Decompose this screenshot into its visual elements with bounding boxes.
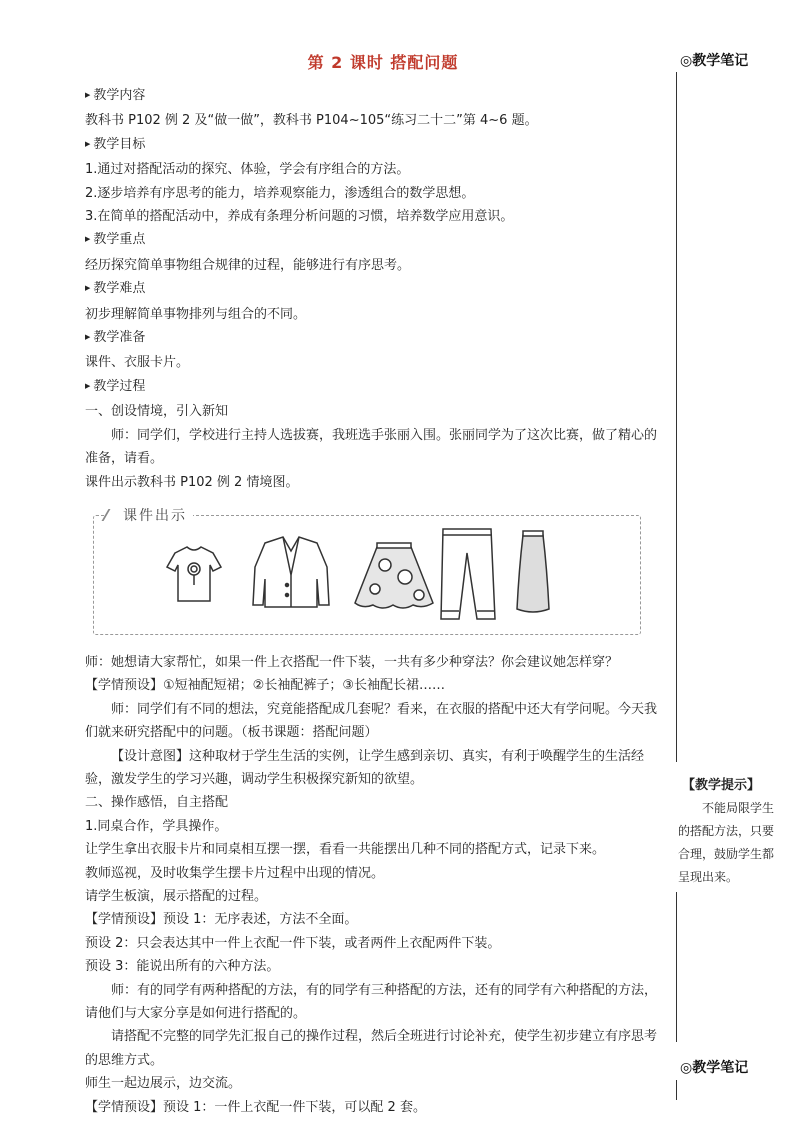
paragraph: 师：有的同学有两种搭配的方法，有的同学有三种搭配的方法，还有的同学有六种搭配的方法，请他们与大家分享是如何进行搭配的。 xyxy=(85,982,658,1021)
goal-item: 3.在简单的搭配活动中，养成有条理分析问题的习惯，培养数学应用意识。 xyxy=(85,209,514,225)
paragraph: 课件出示教科书 P102 例 2 情境图。 xyxy=(85,474,299,490)
notes-divider-top xyxy=(676,72,677,762)
preset-text: 预设 1：无序表述，方法不全面。 xyxy=(163,912,358,928)
paragraph xyxy=(85,1096,667,1119)
preset-text: 预设 1：一件上衣配一件下装，可以配 2 套。 xyxy=(163,1099,426,1115)
preset-tag: 【学情预设】 xyxy=(85,678,164,694)
paragraph: 请搭配不完整的同学先汇报自己的操作过程，然后全班进行讨论补充，使学生初步建立有序思考的思维方式。 xyxy=(85,1029,658,1068)
paragraph: 师生一起边展示，边交流。 xyxy=(85,1076,242,1092)
clothes-illustration xyxy=(93,519,639,637)
preset-tag: 【学情预设】 xyxy=(85,912,164,928)
paragraph: 预设 2：只会表达其中一件上衣配一件下装，或者两件上衣配两件下装。 xyxy=(85,935,501,951)
notes-divider-bottom xyxy=(676,1080,677,1100)
section-heading: ▶ 教学目标 xyxy=(85,133,667,158)
section-heading: ▶ 教学难点 xyxy=(85,277,667,302)
paragraph: 1.同桌合作，学具操作。 xyxy=(85,818,228,834)
jacket-icon xyxy=(253,537,329,607)
paragraph: 师：同学们，学校进行主持人选拔赛，我班选手张丽入围。张丽同学为了这次比赛，做了精心的准备，请看。 xyxy=(85,427,658,467)
paragraph: 师：她想请大家帮忙，如果一件上衣搭配一件下装，一共有多少种穿法？你会建议她怎样穿？ xyxy=(85,654,619,670)
paragraph: 师：同学们有不同的想法，究竟能搭配成几套呢？看来，在衣服的搭配中还大有学问呢。今天我们就来研究搭配中的问题。（板书课题：搭配问题） xyxy=(85,701,658,741)
tip-body: 不能局限学生的搭配方法，只要合理，鼓励学生都呈现出来。 xyxy=(678,801,775,884)
paragraph xyxy=(85,745,667,792)
section-heading: ▶ 教学内容 xyxy=(85,84,667,109)
preset-tag: 【学情预设】 xyxy=(85,1099,164,1115)
paragraph: 预设 3：能说出所有的六种方法。 xyxy=(85,959,280,975)
tip-heading: 【教学提示】 xyxy=(682,778,761,793)
paragraph: 教科书 P102 例 2 及“做一做”，教科书 P104~105“练习二十二”第 4~6 题。 xyxy=(85,113,538,129)
part-heading: 一、创设情境，引入新知 xyxy=(85,404,229,420)
tshirt-icon xyxy=(167,547,221,601)
lesson-content xyxy=(85,84,667,1119)
paragraph xyxy=(85,674,667,697)
paragraph: 请学生板演，展示搭配的过程。 xyxy=(85,888,268,904)
design-intent-text: 这种取材于学生生活的实例，让学生感到亲切、真实，有利于唤醒学生的生活经验，激发学生的学习兴趣，调动学生积极探究新知的欲望。 xyxy=(85,748,645,787)
notes-heading-top: ◎教学笔记 xyxy=(680,53,749,69)
trousers-icon xyxy=(441,529,495,619)
paragraph: 教师巡视，及时收集学生摆卡片过程中出现的情况。 xyxy=(85,865,385,881)
paragraph xyxy=(85,908,667,931)
notes-divider-middle xyxy=(676,892,677,1042)
paragraph: 初步理解简单事物排列与组合的不同。 xyxy=(85,306,307,322)
notes-heading-bottom: ◎教学笔记 xyxy=(680,1060,749,1076)
paragraph: 课件、衣服卡片。 xyxy=(85,355,190,371)
polka-skirt-icon xyxy=(355,543,433,608)
goal-item: 1.通过对搭配活动的探究、体验，学会有序组合的方法。 xyxy=(85,162,410,178)
paragraph: 经历探究简单事物组合规律的过程，能够进行有序思考。 xyxy=(85,257,411,273)
section-heading: ▶ 教学重点 xyxy=(85,228,667,253)
section-heading: ▶ 教学过程 xyxy=(85,375,667,400)
design-intent-tag: 【设计意图】 xyxy=(111,748,190,764)
part-heading: 二、操作感悟，自主搭配 xyxy=(85,795,229,811)
figure-label: 课件出示 xyxy=(105,505,193,528)
paragraph: 让学生拿出衣服卡片和同桌相互摆一摆，看看一共能摆出几种不同的搭配方式，记录下来。 xyxy=(85,842,606,858)
long-skirt-icon xyxy=(517,531,549,612)
lesson-title: 第 2 课时 搭配问题 xyxy=(307,53,459,72)
courseware-figure xyxy=(93,505,639,643)
goal-item: 2.逐步培养有序思考的能力，培养观察能力，渗透组合的数学思想。 xyxy=(85,185,475,201)
section-heading: ▶ 教学准备 xyxy=(85,326,667,351)
preset-text: ①短袖配短裙；②长袖配裤子；③长袖配长裙…… xyxy=(163,678,445,694)
